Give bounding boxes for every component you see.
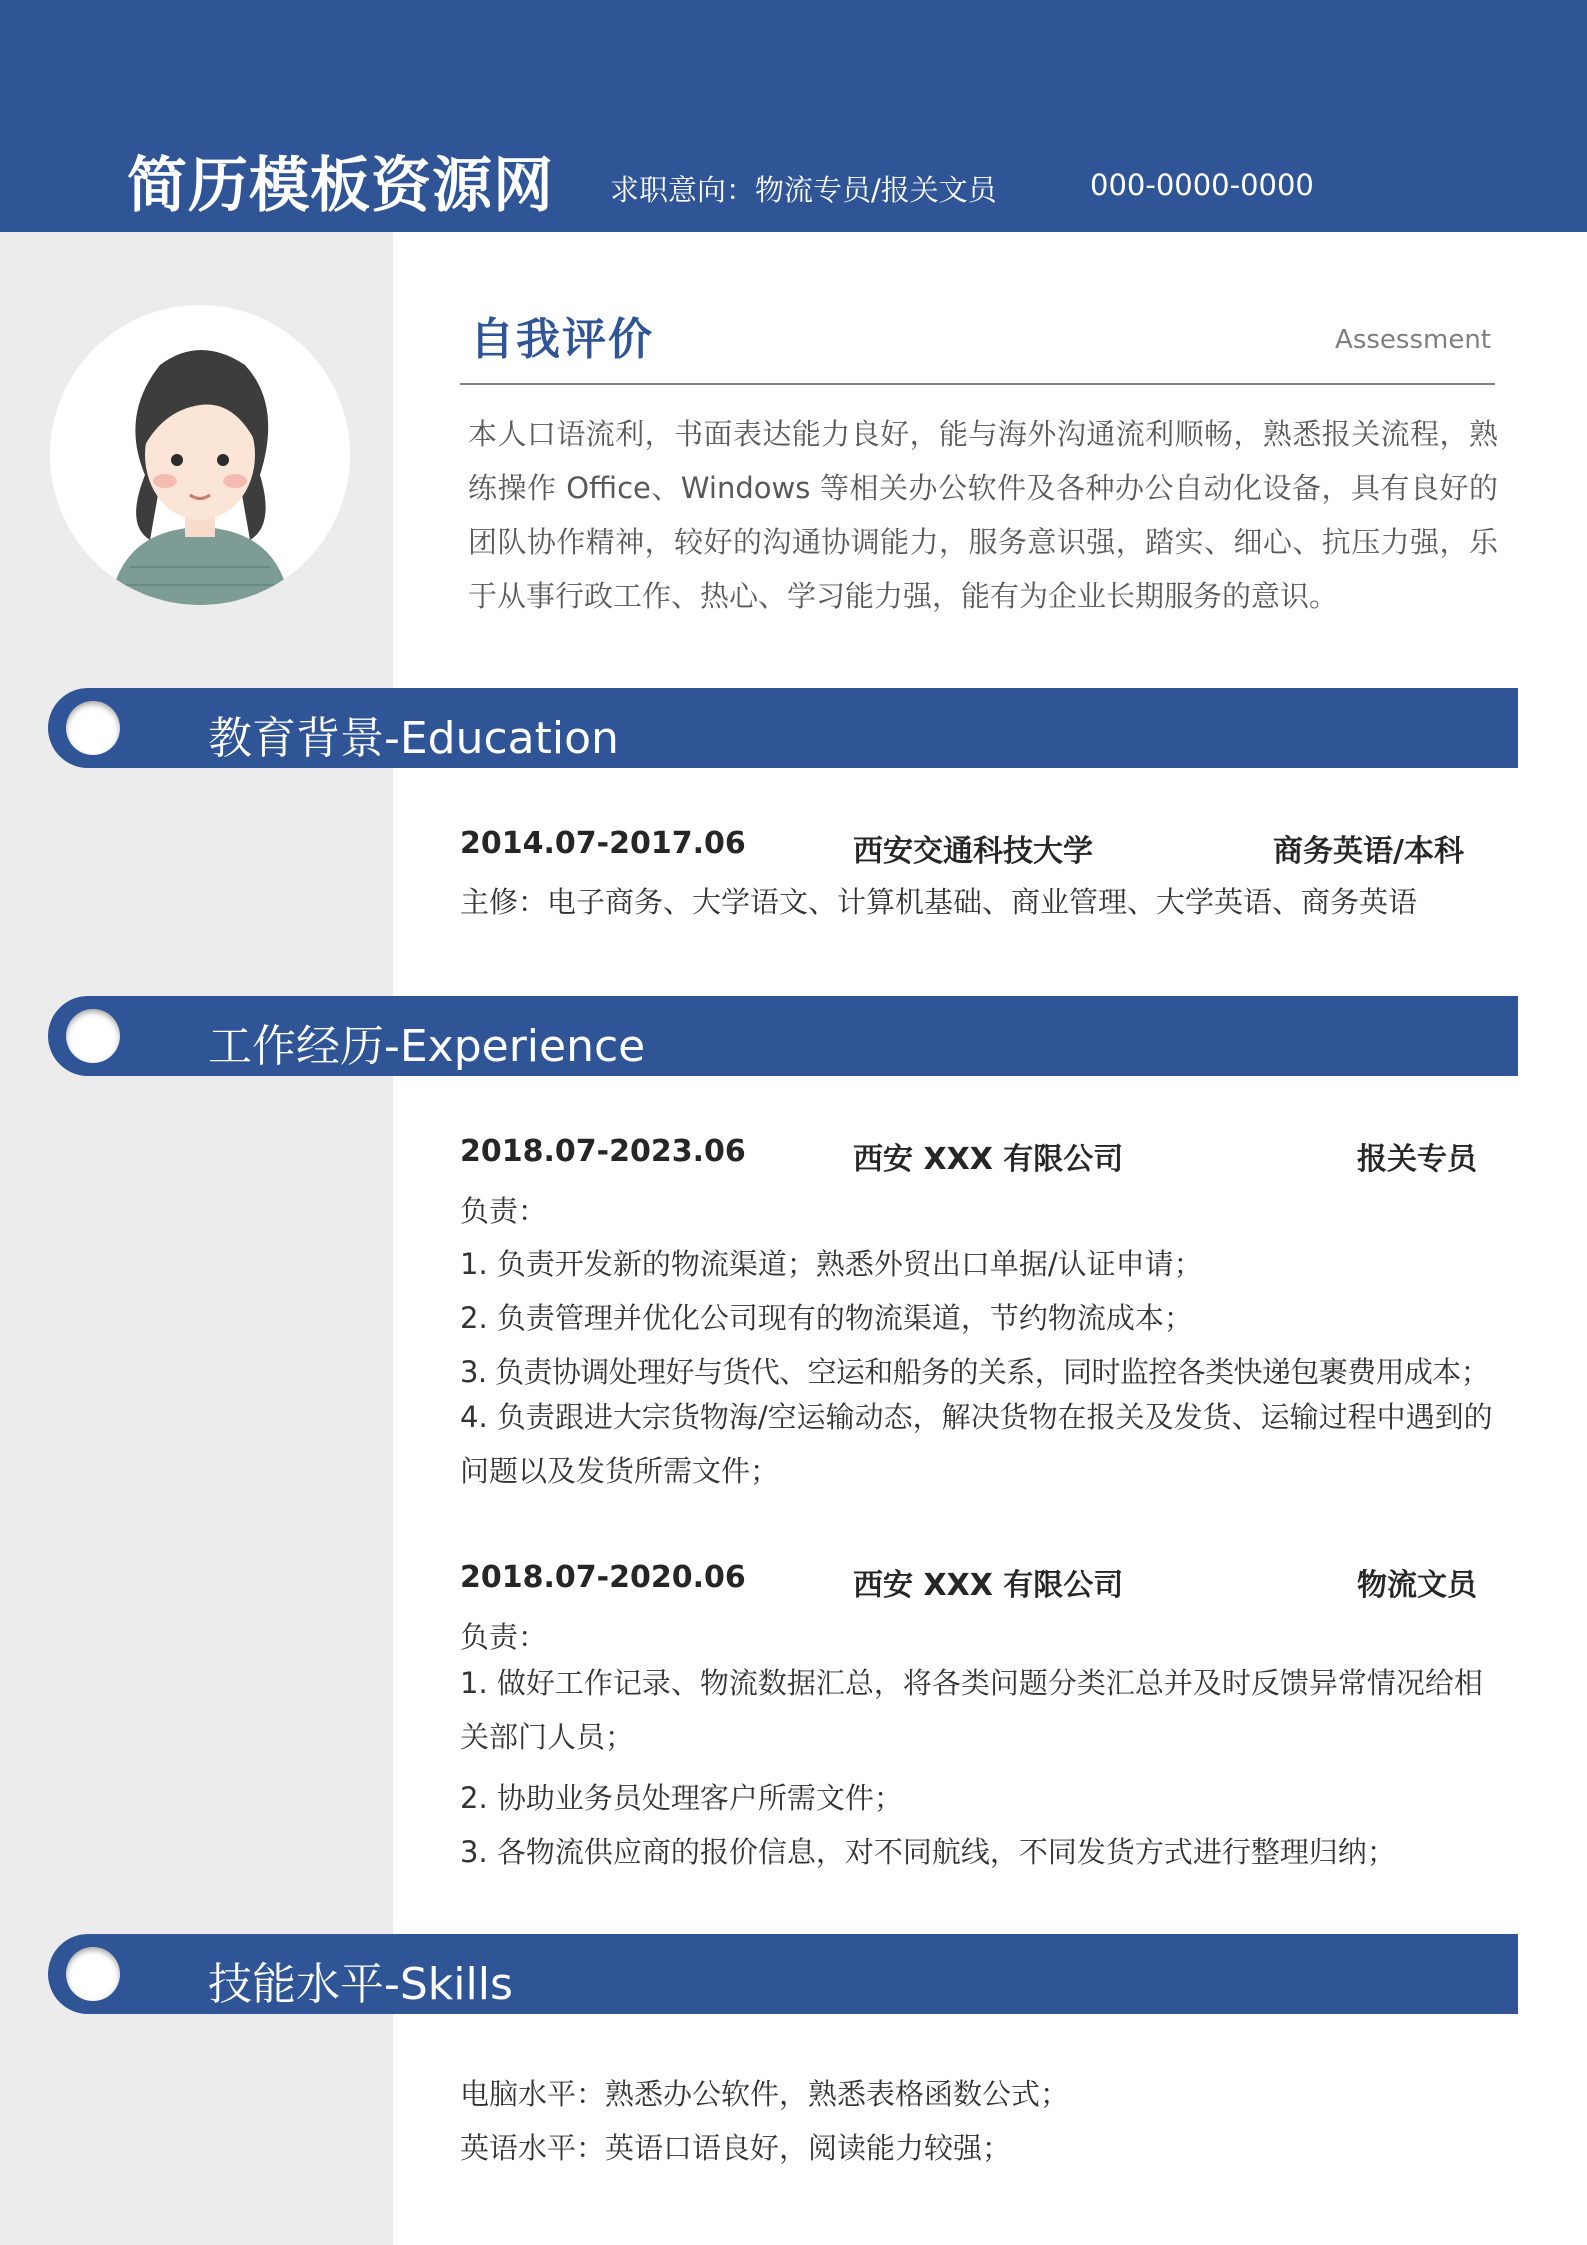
job-duty-label: 负责： [460, 1194, 548, 1228]
job-company: 西安 XXX 有限公司 [853, 1568, 1124, 1603]
job-date: 2018.07-2020.06 [460, 1560, 746, 1595]
job-duty-item: 4. 负责跟进大宗货物海/空运输动态，解决货物在报关及发货、运输过程中遇到的问题以及发货所需文件； [460, 1400, 1493, 1488]
education-section-bar [48, 688, 1518, 768]
assessment-title-en: Assessment [1335, 325, 1491, 355]
job-duty-item: 2. 协助业务员处理客户所需文件； [460, 1781, 903, 1815]
job-duty-item: 1. 负责开发新的物流渠道；熟悉外贸出口单据/认证申请； [460, 1247, 1203, 1281]
circle-bullet-icon [66, 1947, 120, 2001]
education-section-title: 教育背景-Education [208, 713, 619, 764]
brand-title: 简历模板资源网 [127, 151, 554, 221]
education-school: 西安交通科技大学 [853, 834, 1093, 869]
assessment-text: 本人口语流利，书面表达能力良好，能与海外沟通流利顺畅，熟悉报关流程，熟练操作 Office、Windows 等相关办公软件及各种办公自动化设备，具有良好的团队协作精神，较好的沟通协调能力，服务意识强，踏实、细心、抗压力强，乐于从事行政工作、热心、学习能力强，能有为企业长期服务的意识。 [468, 417, 1498, 613]
phone-number: 000-0000-0000 [1090, 168, 1314, 202]
avatar [50, 305, 350, 605]
divider [460, 383, 1495, 385]
job-duty-item: 3. 负责协调处理好与货代、空运和船务的关系，同时监控各类快递包裹费用成本； [460, 1355, 1490, 1389]
avatar-illustration [50, 305, 350, 605]
assessment-title: 自我评价 [470, 314, 654, 365]
experience-section-bar [48, 996, 1518, 1076]
circle-bullet-icon [66, 1009, 120, 1063]
experience-section-title: 工作经历-Experience [208, 1021, 646, 1072]
job-date: 2018.07-2023.06 [460, 1134, 746, 1169]
job-company: 西安 XXX 有限公司 [853, 1142, 1124, 1177]
skill-computer: 电脑水平：熟悉办公软件，熟悉表格函数公式； [460, 2077, 1070, 2111]
job-duty-label: 负责： [460, 1620, 548, 1654]
skills-section-bar [48, 1934, 1518, 2014]
header-bar [0, 0, 1587, 232]
circle-bullet-icon [66, 701, 120, 755]
skill-english: 英语水平：英语口语良好，阅读能力较强； [460, 2131, 1012, 2165]
job-duty-item: 2. 负责管理并优化公司现有的物流渠道，节约物流成本； [460, 1301, 1193, 1335]
job-duty-item: 1. 做好工作记录、物流数据汇总，将各类问题分类汇总并及时反馈异常情况给相关部门人员； [460, 1666, 1483, 1754]
job-role: 报关专员 [1357, 1142, 1477, 1177]
education-major: 商务英语/本科 [1273, 834, 1464, 869]
education-courses: 主修：电子商务、大学语文、计算机基础、商业管理、大学英语、商务英语 [460, 885, 1418, 919]
job-role: 物流文员 [1357, 1568, 1477, 1603]
job-intent: 求职意向：物流专员/报关文员 [610, 173, 997, 207]
job-duty-item: 3. 各物流供应商的报价信息，对不同航线，不同发货方式进行整理归纳； [460, 1835, 1396, 1869]
skills-section-title: 技能水平-Skills [208, 1959, 513, 2010]
education-date: 2014.07-2017.06 [460, 826, 746, 861]
